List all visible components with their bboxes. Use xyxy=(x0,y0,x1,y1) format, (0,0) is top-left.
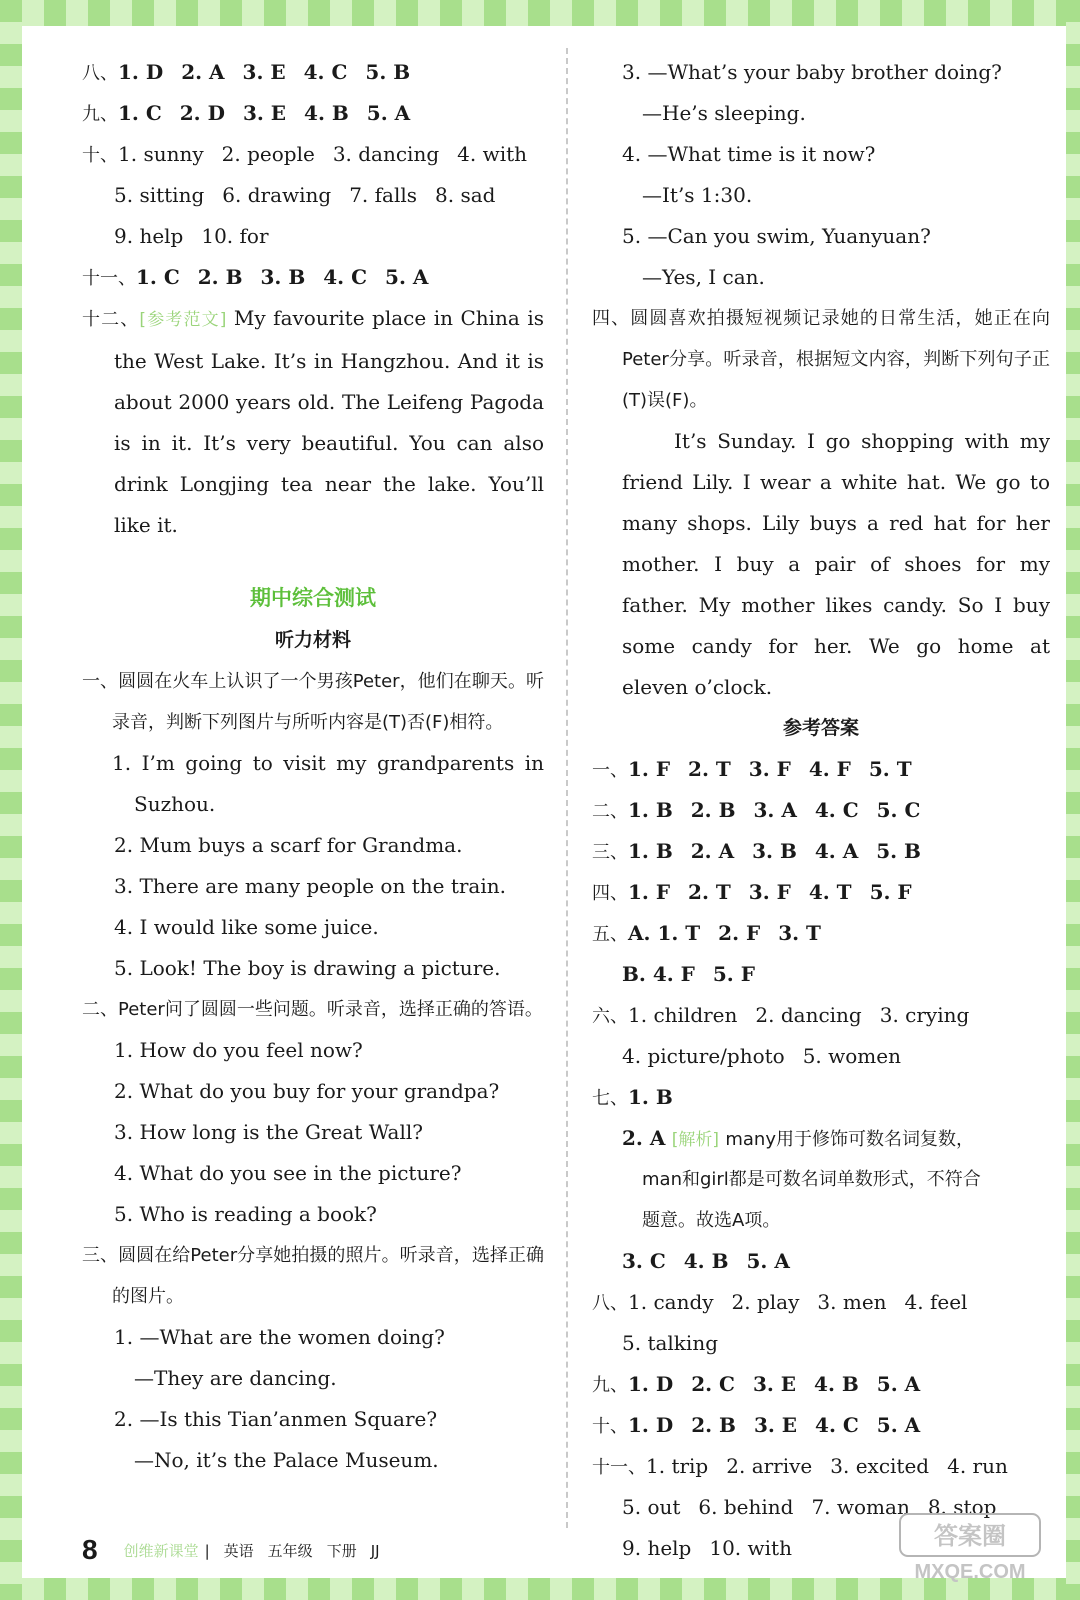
q3-item-2-question: 2. —Is this Tian’anmen Square? xyxy=(114,1407,438,1431)
answers-title: 参考答案 xyxy=(782,717,859,739)
right-column xyxy=(592,52,1050,1569)
column-divider xyxy=(566,48,568,1528)
answer-row-a7-1: 七、1. B xyxy=(592,1085,673,1109)
decorative-border-top xyxy=(0,0,1080,26)
answer-row-s10-2: 5. sitting 6. drawing 7. falls 8. sad xyxy=(114,183,496,207)
left-column xyxy=(82,52,544,1481)
answer-row-a10: 十、1. D 2. B 3. E 4. C 5. A xyxy=(592,1413,921,1437)
q3-item-1-answer: —They are dancing. xyxy=(134,1366,337,1390)
answer-row-a3: 三、1. B 2. A 3. B 4. A 5. B xyxy=(592,839,921,863)
q1-item-4: 4. I would like some juice. xyxy=(114,915,379,939)
answer-row-s10-3: 9. help 10. for xyxy=(114,224,269,248)
answer-row-a5-1: 五、A. 1. T 2. F 3. T xyxy=(592,921,821,945)
q2-item-2: 2. What do you buy for your grandpa? xyxy=(114,1079,500,1103)
q3-item-5-answer: —Yes, I can. xyxy=(642,265,765,289)
q2-item-4: 4. What do you see in the picture? xyxy=(114,1161,462,1185)
answer-row-s10-1: 十、1. sunny 2. people 3. dancing 4. with xyxy=(82,142,528,166)
answer-row-a4: 四、1. F 2. T 3. F 4. T 5. F xyxy=(592,880,912,904)
page-footer xyxy=(82,1530,394,1570)
q1-item-1: 1. I’m going to visit my grandparents in Suzhou. xyxy=(112,751,544,816)
q3-item-3-answer: —He’s sleeping. xyxy=(642,101,806,125)
q2-item-1: 1. How do you feel now? xyxy=(114,1038,363,1062)
listening-title: 听力材料 xyxy=(274,629,351,651)
q1-instruction: 一、圆圆在火车上认识了一个男孩Peter，他们在聊天。听录音，判断下列图片与所听内容是(T)否(F)相符。 xyxy=(82,671,544,733)
answer-row-a7-rest: 3. C 4. B 5. A xyxy=(622,1249,790,1273)
answer-row-a1: 一、1. F 2. T 3. F 4. F 5. T xyxy=(592,757,912,781)
decorative-border-right xyxy=(1066,0,1080,1600)
answer-row-a11-3: 9. help 10. with xyxy=(622,1536,792,1560)
answer-row-a7-note3: 题意。故选A项。 xyxy=(642,1210,781,1231)
answer-row-s11: 十一、1. C 2. B 3. B 4. C 5. A xyxy=(82,265,429,289)
answer-row-a11-2: 5. out 6. behind 7. woman 8. stop xyxy=(622,1495,997,1519)
decorative-border-left xyxy=(0,0,22,1600)
answer-row-a11-1: 十一、1. trip 2. arrive 3. excited 4. run xyxy=(592,1454,1008,1478)
answer-row-a7-note2: man和girl都是可数名词单数形式，不符合 xyxy=(642,1169,981,1190)
watermark-logo xyxy=(890,1508,1050,1586)
answer-row-a9: 九、1. D 2. C 3. E 4. B 5. A xyxy=(592,1372,921,1396)
answer-row-a2: 二、1. B 2. B 3. A 4. C 5. C xyxy=(592,798,921,822)
svg-text:MXQE.COM: MXQE.COM xyxy=(914,1561,1026,1583)
q4-instruction: 四、圆圆喜欢拍摄短视频记录她的日常生活，她正在向Peter分享。听录音，根据短文内容，判断下列句子正(T)误(F)。 xyxy=(592,308,1050,411)
answer-row-a6-2: 4. picture/photo 5. women xyxy=(622,1044,901,1068)
q3-item-2-answer: —No, it’s the Palace Museum. xyxy=(134,1448,439,1472)
answer-row-a5-2: B. 4. F 5. F xyxy=(622,962,755,986)
q1-item-2: 2. Mum buys a scarf for Grandma. xyxy=(114,833,463,857)
answer-row-a6-1: 六、1. children 2. dancing 3. crying xyxy=(592,1003,970,1027)
q3-item-5-question: 5. —Can you swim, Yuanyuan? xyxy=(622,224,931,248)
brand-name: 创维新课堂 xyxy=(123,1541,199,1560)
sample-essay: 十二、[参考范文] My favourite place in China is the West Lake. It’s in Hangzhou. And it is about 2000 years old. The Leifeng Pagoda is in it. It’s very beautiful. You can also drink Longjing tea near the lake. You’ll like it. xyxy=(82,306,545,537)
q3-item-4-answer: —It’s 1:30. xyxy=(642,183,753,207)
q2-instruction: 二、Peter问了圆圆一些问题。听录音，选择正确的答语。 xyxy=(82,999,543,1020)
answer-row-a7-2: 2. A [解析] many用于修饰可数名词复数， xyxy=(622,1126,974,1150)
q3-item-3-question: 3. —What’s your baby brother doing? xyxy=(622,60,1002,84)
answer-row-s8: 八、1. D 2. A 3. E 4. C 5. B xyxy=(82,60,411,84)
q1-item-3: 3. There are many people on the train. xyxy=(114,874,506,898)
test-title: 期中综合测试 xyxy=(250,586,376,610)
q2-item-3: 3. How long is the Great Wall? xyxy=(114,1120,423,1144)
answer-row-a8-1: 八、1. candy 2. play 3. men 4. feel xyxy=(592,1290,968,1314)
answer-row-a8-2: 5. talking xyxy=(622,1331,718,1355)
answer-row-s9: 九、1. C 2. D 3. E 4. B 5. A xyxy=(82,101,411,125)
q2-item-5: 5. Who is reading a book? xyxy=(114,1202,377,1226)
q4-passage: It’s Sunday. I go shopping with my friend Lily. I wear a white hat. We go to many shops. Lily buys a red hat for her mother. I buy a pair of shoes for my father. My mother likes candy. So I buy some candy for her. We go home at eleven o’clock. xyxy=(622,429,1050,699)
svg-text:答案圈: 答案圈 xyxy=(934,1522,1006,1550)
book-info: | 英语 五年级 下册 JJ xyxy=(204,1541,380,1560)
page-number: 8 xyxy=(82,1534,98,1565)
q3-instruction: 三、圆圆在给Peter分享她拍摄的照片。听录音，选择正确的图片。 xyxy=(82,1245,544,1307)
q3-item-4-question: 4. —What time is it now? xyxy=(622,142,876,166)
q3-item-1-question: 1. —What are the women doing? xyxy=(114,1325,445,1349)
q1-item-5: 5. Look! The boy is drawing a picture. xyxy=(114,956,501,980)
